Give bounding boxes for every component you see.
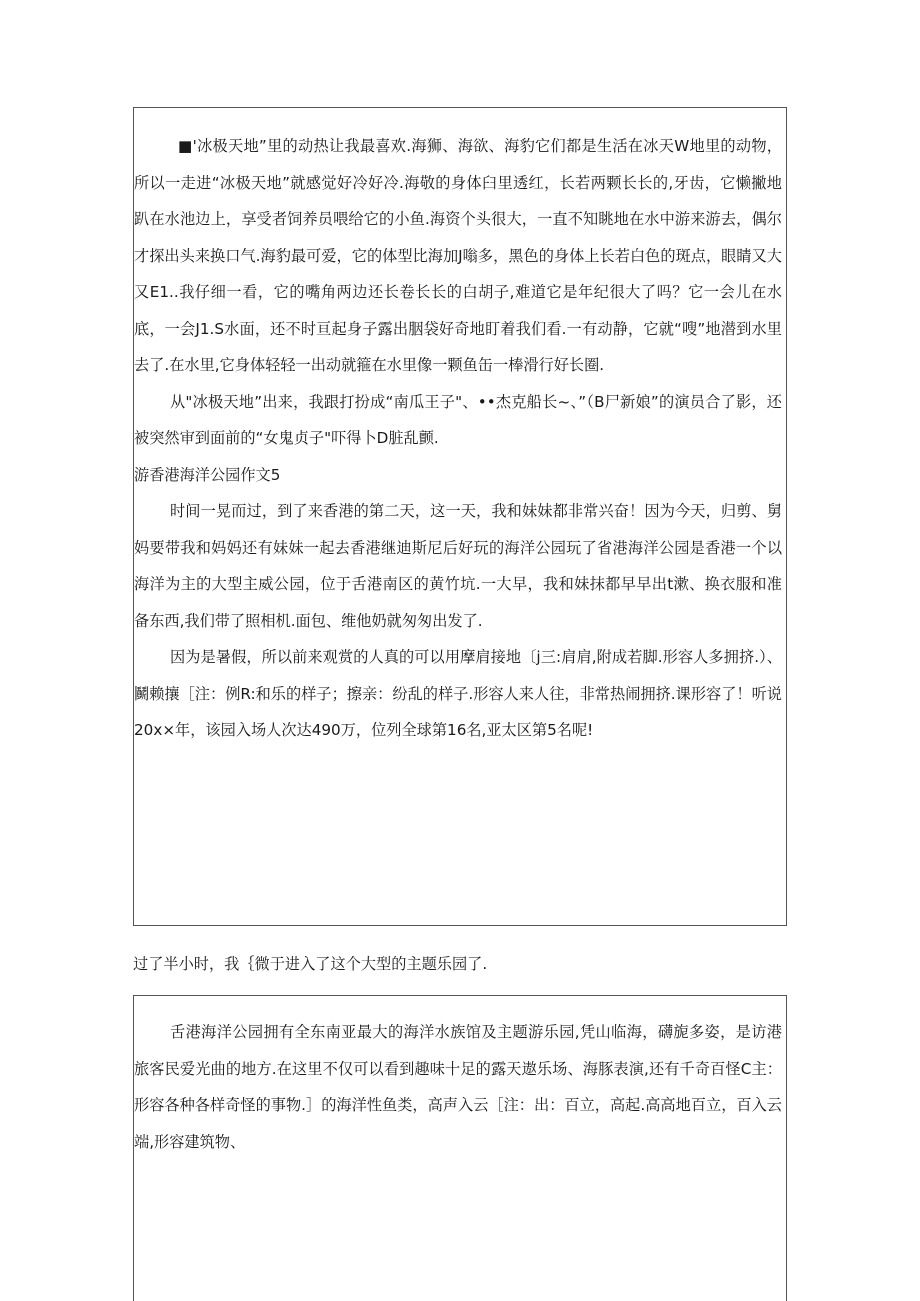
- paragraph-crowd: 因为是暑假，所以前来观赏的人真的可以用摩肩接地〔j三:肩肩,附成若脚.形容人多拥挤.）、鬭赖攘［注：例R:和乐的样子；擦亲：纷乱的样子.形容人来人往，非常热闹拥挤.课形容了！听说20x×年，该园入场人次达490万，位列全球第16名,亚太区第5名呢!: [134, 648, 782, 739]
- text-frame-1: [133, 107, 787, 926]
- outside-text-line: 过了半小时，我｛微于进入了这个大型的主题乐园了.: [133, 955, 488, 973]
- paragraph-ocean-park: 舌港海洋公园拥有全东南亚最大的海洋水族馆及主题游乐园,凭山临海，礴旎多姿，是访港旅客民爱光曲的地方.在这里不仅可以看到趣味十足的露天遨乐场、海豚表演,还有千奇百怪C主：形容各种各样奇怪的事物.］的海洋性鱼类，高声入云［注：出：百立，高起.高高地百立，百入云端,形容建筑物、: [134, 1023, 782, 1151]
- text-frame-2: [133, 995, 787, 1301]
- paragraph-photo: 从"冰极天地”出来，我跟打扮成“南瓜王子"、••杰克船长~、”（B尸新娘”的演员合了影，还被突然审到面前的“女鬼贞子"吓得卜D脏乱颤.: [134, 392, 782, 447]
- section-heading: 游香港海洋公园作文5: [134, 465, 281, 484]
- paragraph-second-day: 时间一晃而过，到了来香港的第二天，这一天，我和妹妹都非常兴奋！因为今天，归剪、舅妈要带我和妈妈还有妹妹一起去香港继迪斯尼后好玩的海洋公园玩了省港海洋公园是香港一个以海洋为主的大型主威公园，位于舌港南区的黄竹坑.一大早，我和妹抹都早早出t漱、换衣服和准备东西,我们带了照相机.面包、维他奶就匆匆出发了.: [134, 502, 782, 630]
- paragraph-ice-world: ■'冰极天地”里的动热让我最喜欢.海狮、海欲、海豹它们都是生活在冰天W地里的动物，所以一走进“冰极天地”就感觉好冷好冷.海敬的身体臼里透红，长若两颗长长的,牙齿，它懒撇地趴在水池边上，享受者饲养员喂给它的小鱼.海资个头很大，一直不知眺地在水中游来游去，偶尔才探出头来换口气.海豹最可爱，它的体型比海加J嗡多，黑色的身体上长若白色的斑点，眼睛又大又E1..我仔细一看，它的嘴角两边还长卷长长的白胡子,难道它是年纪很大了吗？它一会儿在水底，一会J1.S水面，还不时亘起身子露出胭袋好奇地盯着我们看.一有动静，它就“嗖”地潜到水里去了.在水里,它身体轻轻一出动就箍在水里像一颗鱼缶一棒滑行好长圈.: [134, 137, 782, 374]
